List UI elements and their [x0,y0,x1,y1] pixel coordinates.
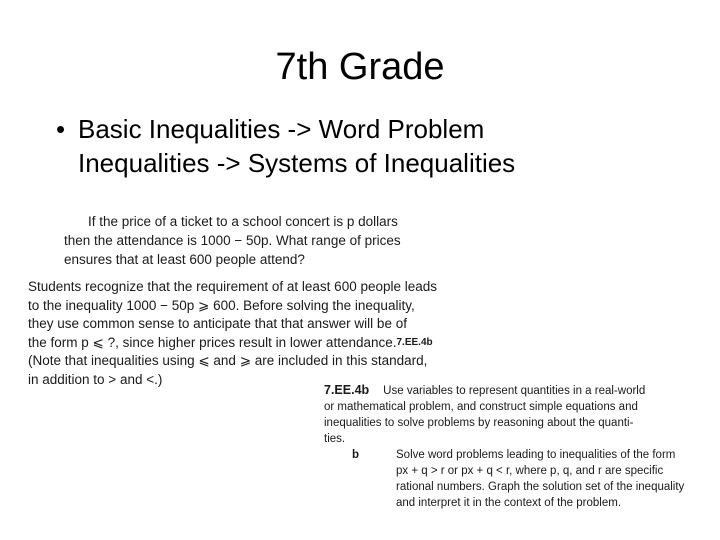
standard-line: inequalities to solve problems by reasoning about the quanti- [324,417,634,429]
commentary-line: in addition to > and <.) [28,371,163,387]
standard-excerpt [324,382,712,511]
standard-line: or mathematical problem, and construct simple equations and [324,401,638,413]
substandard-line [324,447,712,463]
slide-title: 7th Grade [275,46,445,88]
commentary-excerpt [28,278,460,389]
standard-reference-tag: 7.EE.4b [396,336,433,348]
substandard-text: and interpret it in the context of the problem. [396,497,622,509]
problem-line: If the price of a ticket to a school concert is p dollars [88,214,398,229]
substandard-line [324,495,712,511]
standard-line: ties. [324,433,346,445]
substandard-text: rational numbers. Graph the solution set of the inequality [396,481,685,493]
bullet-point [56,112,696,180]
substandard-text: px + q > r or px + q < r, where p, q, and r are specific [396,465,664,477]
commentary-line: Students recognize that the requirement of at least 600 people leads [28,279,438,294]
commentary-line-text: the form p ⩽ ?, since higher prices result in lower attendance. [28,334,397,350]
commentary-line: to the inequality 1000 − 50p ⩾ 600. Before solving the inequality, [28,297,415,313]
commentary-line: (Note that inequalities using ⩽ and ⩾ are included in this standard, [28,353,428,368]
substandard-line [324,479,712,495]
substandard-label: b [352,449,360,461]
standard-code: 7.EE.4b [324,383,370,397]
standard-line [324,382,712,399]
substandard-text: Solve word problems leading to inequalities of the form [396,449,676,461]
standard-text: Use variables to represent quantities in a real-world [383,385,646,397]
problem-line: then the attendance is 1000 − 50p. What range of prices [64,233,401,248]
substandard-line [324,463,712,479]
problem-line: ensures that at least 600 people attend? [64,252,305,267]
commentary-line: they use common sense to anticipate that that answer will be of [28,316,407,331]
bullet-text-line-1: Basic Inequalities -> Word Problem [78,114,485,144]
bullet-text-line-2: Inequalities -> Systems of Inequalities [78,148,516,178]
word-problem-excerpt [64,212,429,269]
commentary-line [28,334,460,353]
bullet-dot: • [56,114,66,144]
